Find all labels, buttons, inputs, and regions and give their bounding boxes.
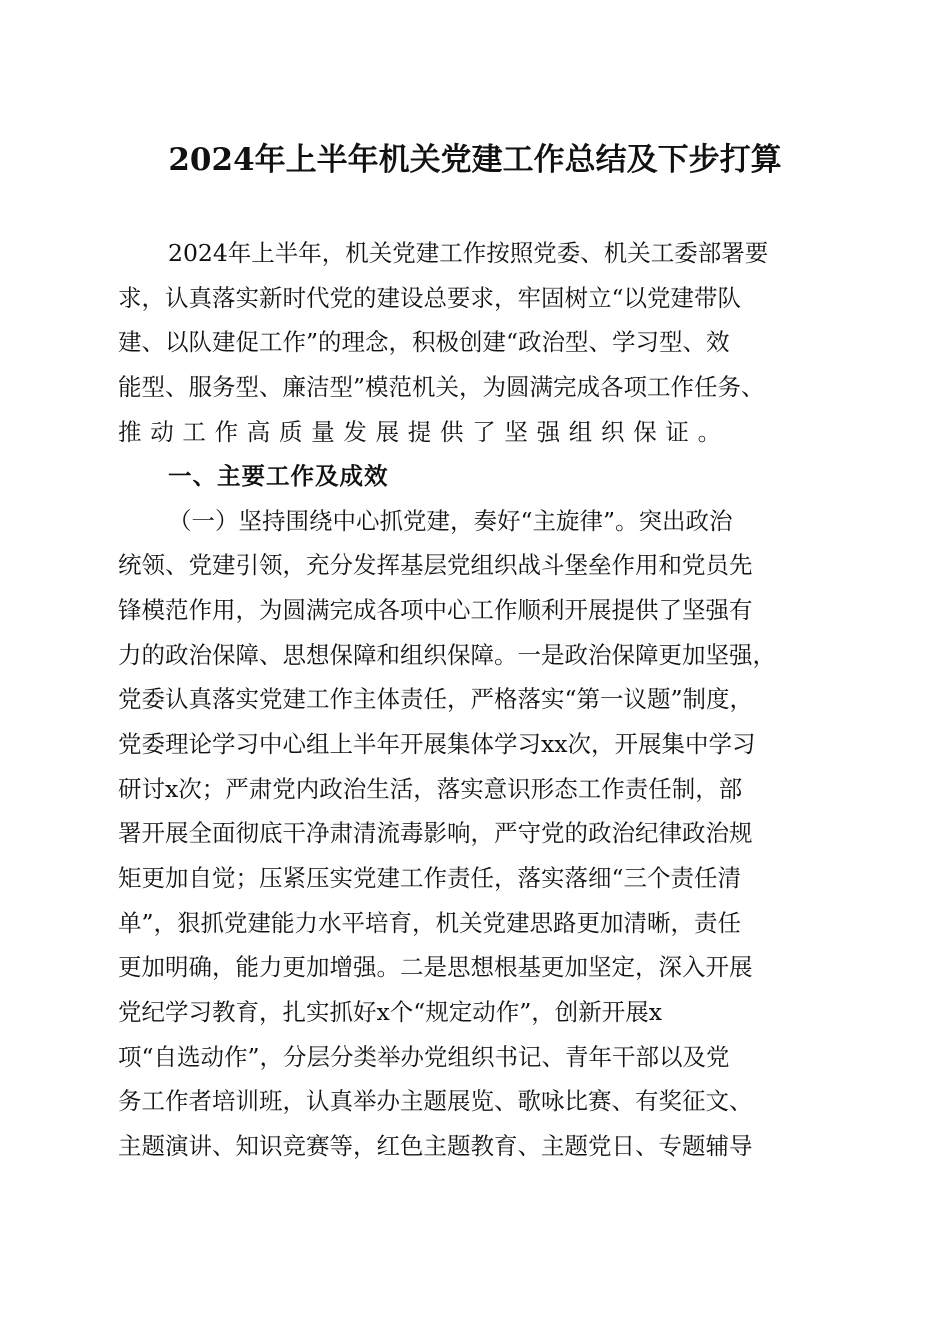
paragraph-line: 锋模范作用，为圆满完成各项中心工作顺利开展提供了坚强有 xyxy=(118,596,753,625)
paragraph-line: 党委认真落实党建工作主体责任，严格落实“第一议题”制度， xyxy=(118,685,754,714)
paragraph-line: 统领、党建引领，充分发挥基层党组织战斗堡垒作用和党员先 xyxy=(118,551,753,580)
paragraph-line: 主题演讲、知识竞赛等，红色主题教育、主题党日、专题辅导 xyxy=(118,1131,753,1160)
paragraph-line: 单”，狠抓党建能力水平培育，机关党建思路更加清晰，责任 xyxy=(118,908,742,937)
paragraph-line: 力的政治保障、思想保障和组织保障。一是政治保障更加坚强， xyxy=(118,640,776,669)
document-title: 2024年上半年机关党建工作总结及下步打算 xyxy=(168,142,782,178)
paragraph-line: 更加明确，能力更加增强。二是思想根基更加坚定，深入开展 xyxy=(118,953,753,982)
section-heading: 一、主要工作及成效 xyxy=(168,462,389,491)
paragraph-line: 推动工作高质量发展提供了坚强组织保证。 xyxy=(118,417,730,446)
paragraph-line: 矩更加自觉；压紧压实党建工作责任，落实落细“三个责任清 xyxy=(118,863,742,892)
paragraph-line: 2024年上半年，机关党建工作按照党委、机关工委部署要 xyxy=(168,239,769,267)
paragraph-line: 党委理论学习中心组上半年开展集体学习xx次，开展集中学习 xyxy=(118,730,756,759)
paragraph-line: 能型、服务型、廉洁型”模范机关，为圆满完成各项工作任务、 xyxy=(118,372,765,401)
paragraph-line: 项“自选动作”，分层分类举办党组织书记、青年干部以及党 xyxy=(118,1042,730,1071)
document-body xyxy=(118,231,826,1168)
paragraph-line: 务工作者培训班，认真举办主题展览、歌咏比赛、有奖征文、 xyxy=(118,1087,753,1116)
paragraph-line: 研讨x次；严肃党内政治生活，落实意识形态工作责任制，部 xyxy=(118,774,743,803)
paragraph-line: 求，认真落实新时代党的建设总要求，牢固树立“以党建带队 xyxy=(118,283,742,312)
paragraph-line: 署开展全面彻底干净肃清流毒影响，严守党的政治纪律政治规 xyxy=(118,819,753,848)
paragraph-line: （一）坚持围绕中心抓党建，奏好“主旋律”。突出政治 xyxy=(168,506,733,535)
paragraph-line: 党纪学习教育，扎实抓好x个“规定动作”，创新开展x xyxy=(118,997,663,1026)
paragraph-line: 建、以队建促工作”的理念，积极创建“政治型、学习型、效 xyxy=(118,328,730,357)
